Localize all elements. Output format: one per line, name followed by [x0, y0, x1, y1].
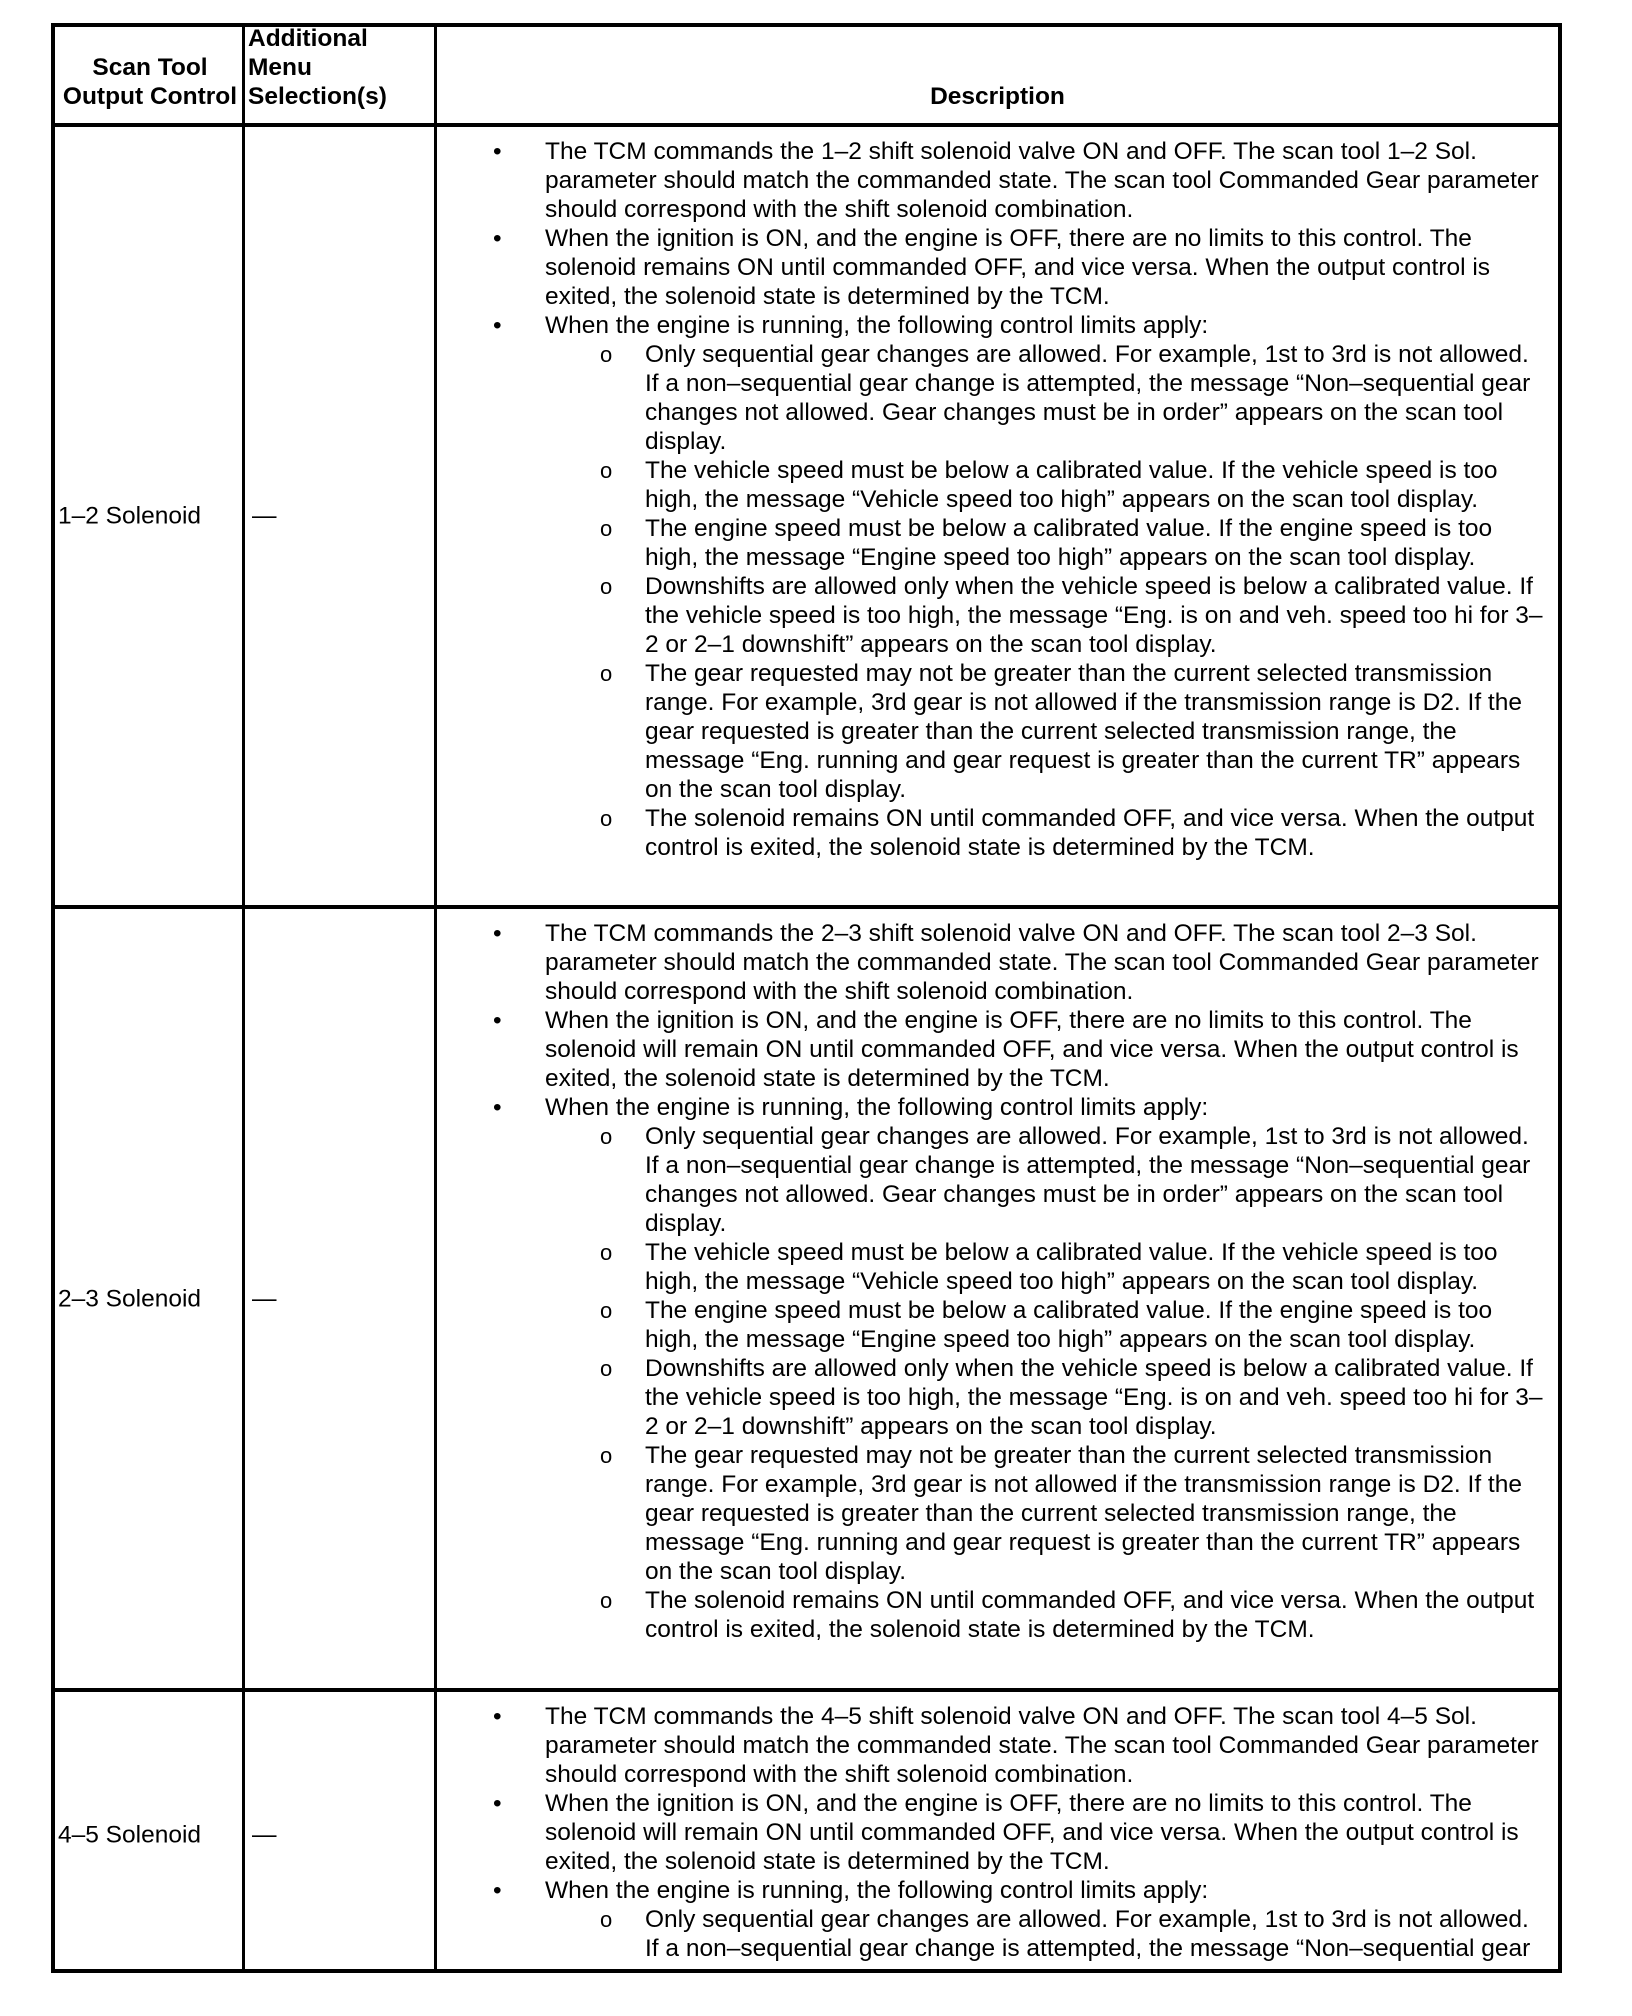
bullet-text: When the ignition is ON, and the engine is OFF, there are no limits to this control. The solenoid will remain ON until commanded OFF, and vice versa. When the output control is exited, the solenoid state is determined by the TCM.	[545, 1007, 1519, 1092]
sub-bullet-icon: o	[600, 342, 613, 367]
output-control-label: 2–3 Solenoid	[58, 1285, 202, 1312]
sub-bullet-item	[441, 340, 1558, 456]
sub-bullet-text: The gear requested may not be greater than the current selected transmission range. For example, 3rd gear is not allowed if the transmission range is D2. If the gear requested is greater than the current selected transmission range, the message “Eng. running and gear request is greater than the current TR” appears on the scan tool display.	[645, 660, 1522, 803]
bullet-item	[441, 1702, 1558, 1789]
bullet-item	[441, 224, 1558, 311]
menu-selection: —	[252, 1285, 277, 1312]
output-control-label: 1–2 Solenoid	[58, 502, 202, 530]
sub-bullet-icon: o	[600, 1907, 613, 1932]
description-cell	[441, 137, 1558, 862]
sub-bullet-icon: o	[600, 1588, 613, 1613]
table-row	[55, 127, 1558, 905]
sub-bullet-icon: o	[600, 574, 613, 599]
sub-bullet-text: The vehicle speed must be below a calibrated value. If the vehicle speed is too high, the message “Vehicle speed too high” appears on the scan tool display.	[645, 1239, 1498, 1295]
bullet-item	[441, 137, 1558, 224]
sub-bullet-text: Only sequential gear changes are allowed. For example, 1st to 3rd is not allowed. If a non–sequential gear change is attempted, the message “Non–sequential gear	[645, 1906, 1531, 1962]
menu-selection: —	[252, 1821, 277, 1849]
bullet-text: The TCM commands the 4–5 shift solenoid valve ON and OFF. The scan tool 4–5 Sol. parameter should match the commanded state. The scan tool Commanded Gear parameter should correspond with the shift solenoid combination.	[545, 1703, 1539, 1788]
sub-bullet-icon: o	[600, 458, 613, 483]
sub-bullet-item	[441, 1296, 1558, 1354]
sub-bullet-text: Only sequential gear changes are allowed. For example, 1st to 3rd is not allowed. If a non–sequential gear change is attempted, the message “Non–sequential gear changes not allowed. Gear changes must be in order” appears on the scan tool display.	[645, 1123, 1531, 1237]
sub-bullet-icon: o	[600, 1240, 613, 1265]
sub-bullet-item	[441, 456, 1558, 514]
sub-bullet-item	[441, 1905, 1558, 1963]
output-control-label: 4–5 Solenoid	[58, 1821, 202, 1849]
bullet-text: When the engine is running, the following control limits apply:	[545, 1877, 1209, 1904]
sub-bullet-text: Downshifts are allowed only when the vehicle speed is below a calibrated value. If the vehicle speed is too high, the message “Eng. is on and veh. speed too hi for 3– 2 or 2–1 downshift” appears on the scan tool display.	[645, 1355, 1543, 1440]
sub-bullet-icon: o	[600, 1443, 613, 1468]
bullet-item	[441, 1789, 1558, 1876]
bullet-item	[441, 919, 1558, 1006]
bullet-icon: •	[493, 1790, 502, 1817]
output-control-table	[51, 23, 1562, 1973]
bullet-text: The TCM commands the 2–3 shift solenoid valve ON and OFF. The scan tool 2–3 Sol. parameter should match the commanded state. The scan tool Commanded Gear parameter should correspond with the shift solenoid combination.	[545, 920, 1539, 1005]
sub-bullet-icon: o	[600, 516, 613, 541]
table-row	[55, 1692, 1558, 1973]
sub-bullet-item	[441, 804, 1558, 862]
sub-bullet-item	[441, 572, 1558, 659]
bullet-icon: •	[493, 1007, 502, 1034]
sub-bullet-item	[441, 1354, 1558, 1441]
bullet-item	[441, 311, 1558, 340]
sub-bullet-item	[441, 1238, 1558, 1296]
header-description: Description	[930, 83, 1065, 110]
header-scan-tool-output-control: Scan Tool Output Control	[62, 54, 238, 110]
sub-bullet-icon: o	[600, 661, 613, 686]
bullet-icon: •	[493, 920, 502, 947]
sub-bullet-icon: o	[600, 1298, 613, 1323]
bullet-icon: •	[493, 1877, 502, 1904]
bullet-text: When the engine is running, the following control limits apply:	[545, 312, 1209, 339]
bullet-item	[441, 1006, 1558, 1093]
sub-bullet-item	[441, 1122, 1558, 1238]
bullet-text: When the ignition is ON, and the engine is OFF, there are no limits to this control. The solenoid remains ON until commanded OFF, and vice versa. When the output control is exited, the solenoid state is determined by the TCM.	[545, 225, 1491, 310]
bullet-icon: •	[493, 225, 502, 252]
bullet-text: When the ignition is ON, and the engine is OFF, there are no limits to this control. The solenoid will remain ON until commanded OFF, and vice versa. When the output control is exited, the solenoid state is determined by the TCM.	[545, 1790, 1519, 1875]
sub-bullet-text: Only sequential gear changes are allowed. For example, 1st to 3rd is not allowed. If a non–sequential gear change is attempted, the message “Non–sequential gear changes not allowed. Gear changes must be in order” appears on the scan tool display.	[645, 341, 1531, 455]
description-cell	[441, 1702, 1558, 1963]
sub-bullet-text: The vehicle speed must be below a calibrated value. If the vehicle speed is too high, the message “Vehicle speed too high” appears on the scan tool display.	[645, 457, 1498, 513]
sub-bullet-icon: o	[600, 806, 613, 831]
sub-bullet-item	[441, 1586, 1558, 1644]
sub-bullet-text: Downshifts are allowed only when the vehicle speed is below a calibrated value. If the vehicle speed is too high, the message “Eng. is on and veh. speed too hi for 3– 2 or 2–1 downshift” appears on the scan tool display.	[645, 573, 1543, 658]
bullet-icon: •	[493, 1703, 502, 1730]
sub-bullet-text: The engine speed must be below a calibrated value. If the engine speed is too high, the message “Engine speed too high” appears on the scan tool display.	[645, 1297, 1493, 1353]
sub-bullet-text: The engine speed must be below a calibrated value. If the engine speed is too high, the message “Engine speed too high” appears on the scan tool display.	[645, 515, 1493, 571]
sub-bullet-item	[441, 659, 1558, 804]
bullet-item	[441, 1876, 1558, 1905]
bullet-icon: •	[493, 138, 502, 165]
sub-bullet-text: The gear requested may not be greater than the current selected transmission range. For example, 3rd gear is not allowed if the transmission range is D2. If the gear requested is greater than the current selected transmission range, the message “Eng. running and gear request is greater than the current TR” appears on the scan tool display.	[645, 1442, 1522, 1585]
sub-bullet-icon: o	[600, 1124, 613, 1149]
sub-bullet-text: The solenoid remains ON until commanded OFF, and vice versa. When the output control is exited, the solenoid state is determined by the TCM.	[645, 1587, 1535, 1643]
description-cell	[441, 919, 1558, 1644]
bullet-text: When the engine is running, the following control limits apply:	[545, 1094, 1209, 1121]
table-row	[55, 909, 1558, 1688]
sub-bullet-item	[441, 514, 1558, 572]
header-additional-menu-selections: Additional Menu Selection(s)	[248, 25, 387, 110]
bullet-icon: •	[493, 312, 502, 339]
bullet-text: The TCM commands the 1–2 shift solenoid valve ON and OFF. The scan tool 1–2 Sol. parameter should match the commanded state. The scan tool Commanded Gear parameter should correspond with the shift solenoid combination.	[545, 138, 1539, 223]
bullet-icon: •	[493, 1094, 502, 1121]
menu-selection: —	[252, 502, 277, 530]
sub-bullet-item	[441, 1441, 1558, 1586]
sub-bullet-text: The solenoid remains ON until commanded OFF, and vice versa. When the output control is exited, the solenoid state is determined by the TCM.	[645, 805, 1535, 861]
bullet-item	[441, 1093, 1558, 1122]
sub-bullet-icon: o	[600, 1356, 613, 1381]
